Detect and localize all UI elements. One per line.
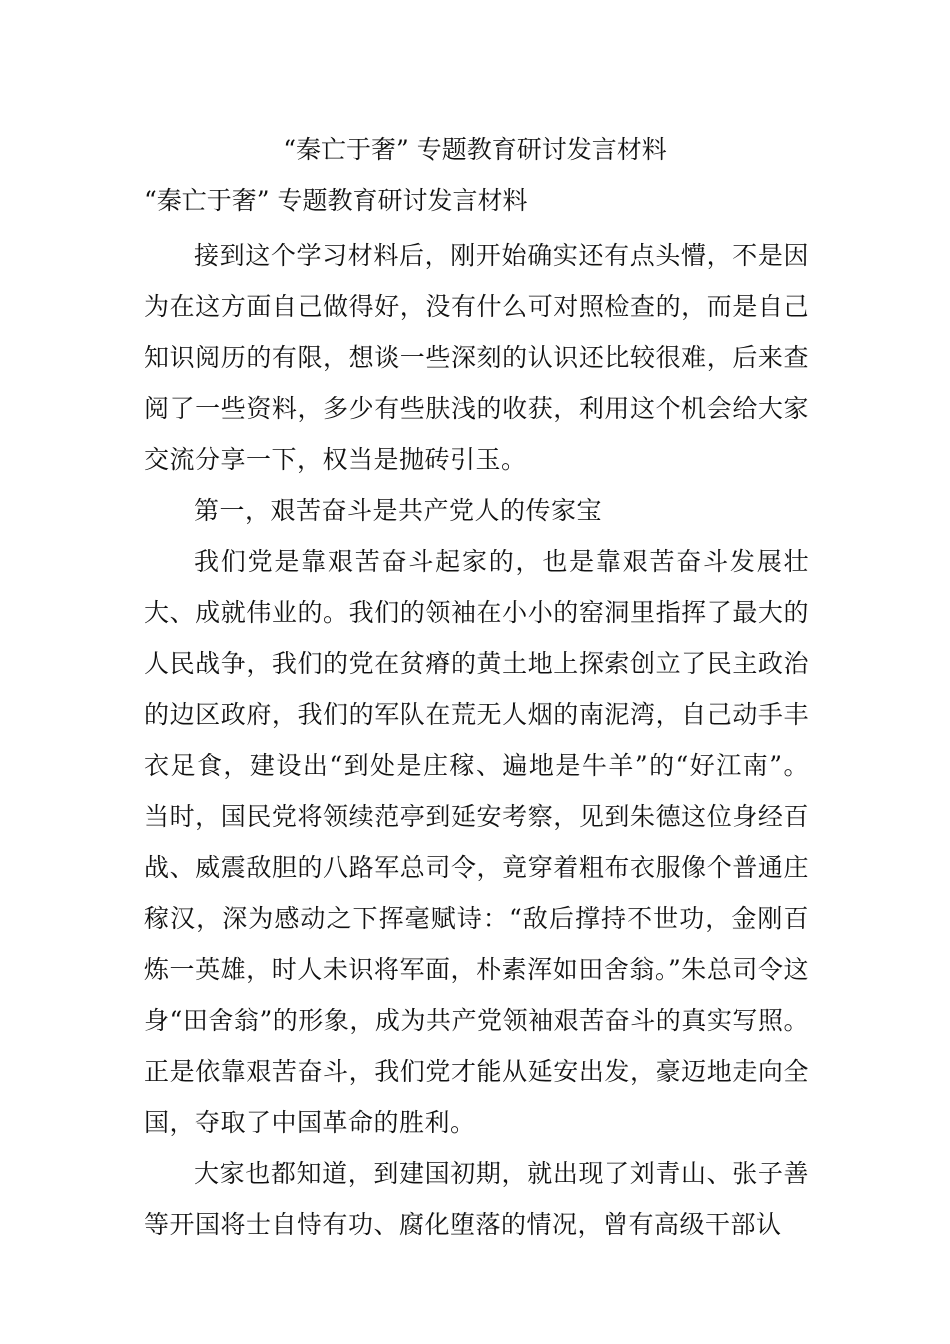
section-heading-first: 第一，艰苦奋斗是共产党人的传家宝: [194, 496, 603, 525]
document-title: “秦亡于奢” 专题教育研讨发言材料: [283, 135, 667, 164]
paragraph-hard-struggle: 我们党是靠艰苦奋斗起家的，也是靠艰苦奋斗发展壮大、成就伟业的。我们的领袖在小小的窑洞里指挥了最大的人民战争，我们的党在贫瘠的黄土地上探索创立了民主政治的边区政府，我们的军队在荒无人烟的南泥湾，自己动手丰衣足食，建设出“到处是庄稼、遍地是牛羊”的“好江南”。当时，国民党将领续范亭到延安考察，见到朱德这位身经百战、威震敌胆的八路军总司令，竟穿着粗布衣服像个普通庄稼汉，深为感动之下挥毫赋诗：“敌后撑持不世功，金刚百炼一英雄，时人未识将军面，朴素浑如田舍翁。”朱总司令这身“田舍翁”的形象，成为共产党领袖艰苦奋斗的真实写照。正是依靠艰苦奋斗，我们党才能从延安出发，豪迈地走向全国，夺取了中国革命的胜利。: [144, 547, 809, 1137]
paragraph-early-founding: 大家也都知道，到建国初期，就出现了刘青山、张子善等开国将士自恃有功、腐化堕落的情况，曾有高级干部认: [144, 1159, 809, 1239]
paragraph-intro: 接到这个学习材料后，刚开始确实还有点头懵，不是因为在这方面自己做得好，没有什么可对照检查的，而是自己知识阅历的有限，想谈一些深刻的认识还比较很难，后来查阅了一些资料，多少有些肤浅的收获，利用这个机会给大家交流分享一下，权当是抛砖引玉。: [144, 241, 809, 474]
document-body: [144, 230, 809, 1250]
document-subtitle: “秦亡于奢” 专题教育研讨发言材料: [144, 186, 528, 215]
